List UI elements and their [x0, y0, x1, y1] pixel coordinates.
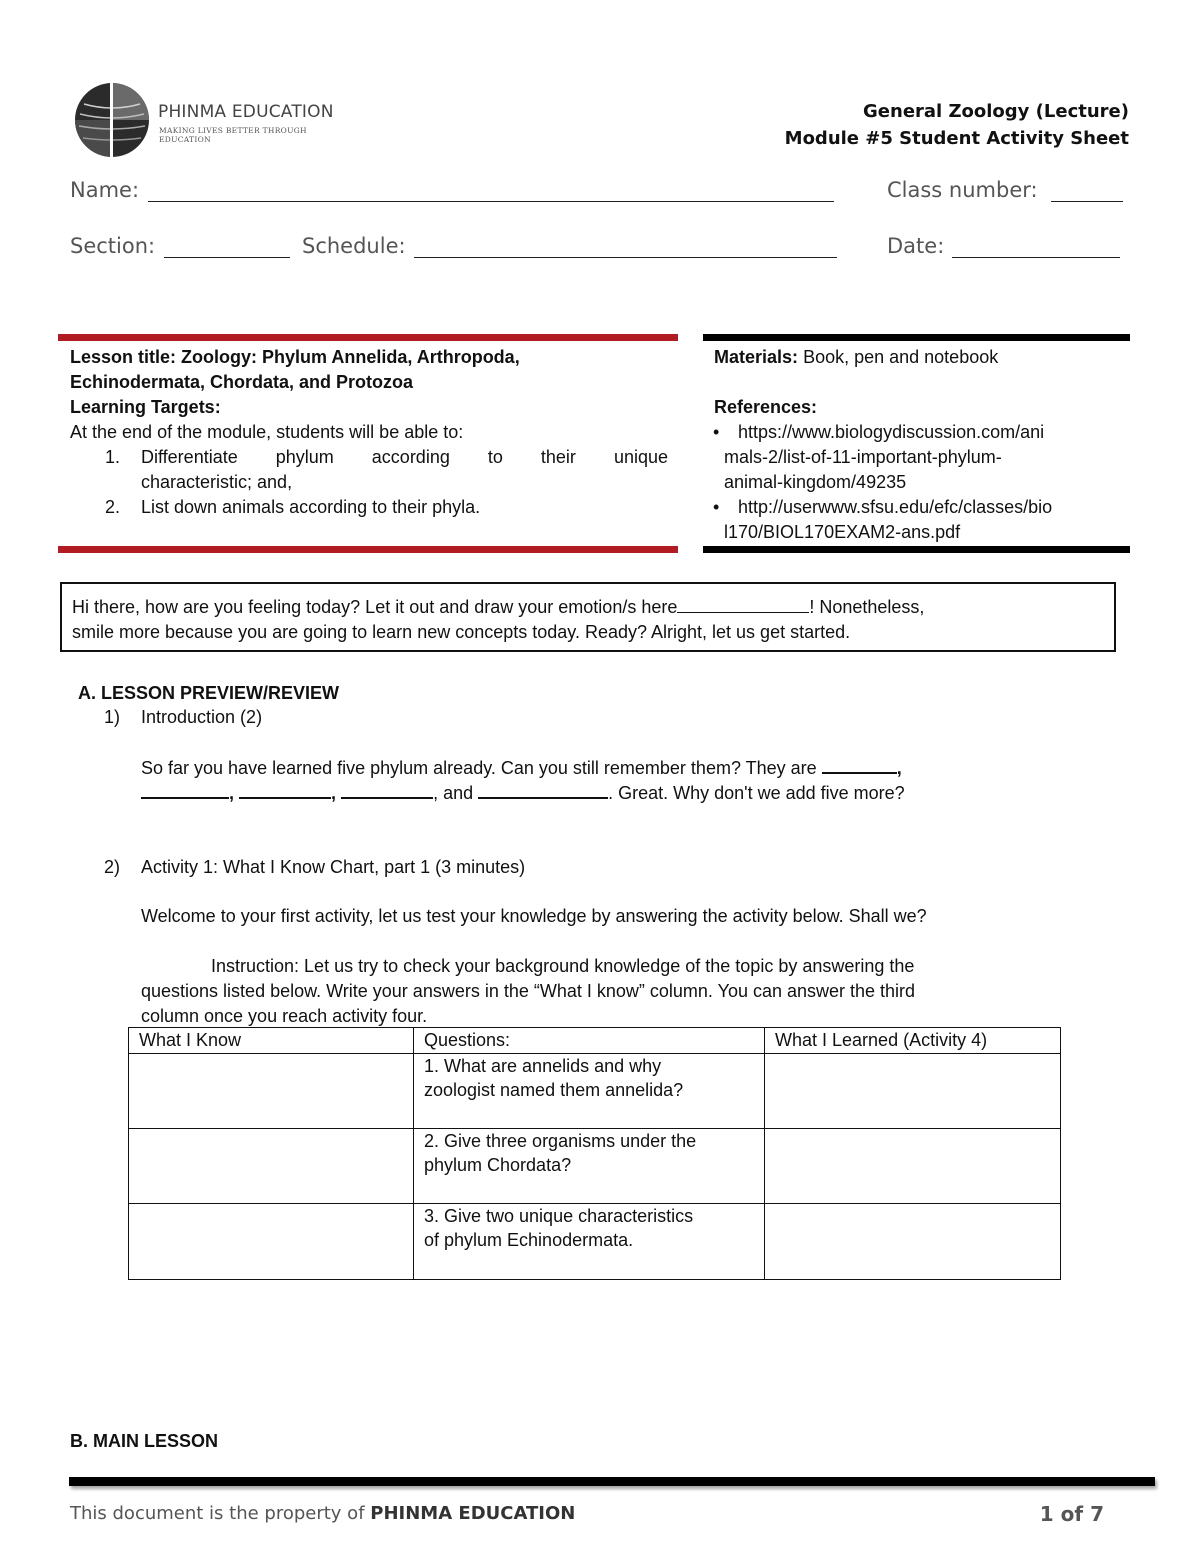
name-field[interactable]	[148, 201, 834, 202]
list-number: 1.	[105, 447, 121, 467]
list-item	[70, 495, 668, 520]
item1-title: Introduction (2)	[141, 707, 263, 727]
lesson-title-line2: Echinodermata, Chordata, and Protozoa	[70, 372, 414, 392]
lesson-bottom-rule	[58, 546, 678, 553]
reference-link[interactable]	[714, 420, 1124, 495]
table-row	[129, 1054, 1061, 1129]
name-label: Name:	[70, 178, 140, 202]
bullet-icon: •	[713, 422, 720, 442]
footer-rule	[69, 1477, 1155, 1486]
references-label: References:	[714, 397, 818, 417]
item2-title: Activity 1: What I Know Chart, part 1 (3 minutes)	[141, 857, 526, 877]
table-row	[129, 1204, 1061, 1280]
section-a-heading: A. LESSON PREVIEW/REVIEW	[78, 683, 340, 703]
greeting-text: Hi there, how are you feeling today? Let it out and draw your emotion/s here	[72, 597, 678, 617]
intro-text: So far you have learned five phylum already. Can you still remember them? They are	[141, 758, 817, 778]
materials-bottom-rule	[703, 546, 1130, 553]
column-header: What I Learned (Activity 4)	[765, 1028, 1061, 1054]
what-i-learned-cell[interactable]	[765, 1204, 1061, 1280]
question-cell	[414, 1054, 765, 1129]
footer-text	[70, 1503, 575, 1524]
learning-targets-label: Learning Targets:	[70, 397, 221, 417]
reference-line: l170/BIOL170EXAM2-ans.pdf	[724, 522, 961, 542]
reference-line: mals-2/list-of-11-important-phylum-	[724, 447, 1002, 467]
section-label: Section:	[70, 234, 156, 258]
section-b-heading: B. MAIN LESSON	[70, 1431, 219, 1451]
reference-line: http://userwww.sfsu.edu/efc/classes/bio	[738, 497, 1053, 517]
instruction-line: questions listed below. Write your answers in the “What I know” column. You can answer the third	[141, 981, 916, 1001]
question-line: zoologist named them annelida?	[424, 1080, 684, 1100]
phylum-blank[interactable]	[341, 781, 433, 799]
what-i-know-cell[interactable]	[129, 1204, 414, 1280]
question-line: 3. Give two unique characteristics	[424, 1206, 694, 1226]
class-number-field[interactable]	[1051, 201, 1123, 202]
greeting-text: smile more because you are going to learn new concepts today. Ready? Alright, let us get started.	[72, 622, 851, 642]
question-cell	[414, 1129, 765, 1204]
class-number-label: Class number:	[887, 178, 1038, 202]
item2-number: 2)	[104, 857, 121, 877]
materials-top-rule	[703, 334, 1130, 341]
lesson-panel	[70, 345, 668, 520]
target-text-line: Differentiate phylum according to their unique	[141, 447, 668, 467]
greeting-box	[60, 582, 1116, 652]
materials-value: Book, pen and notebook	[803, 347, 999, 367]
lesson-top-rule	[58, 334, 678, 341]
intro-text: . Great. Why don't we add five more?	[608, 783, 905, 803]
document-header	[785, 98, 1129, 152]
intro-paragraph: So far you have learned five phylum already. Can you still remember them? They are , , , , and . Great. Why don't we add five more?	[141, 758, 905, 803]
question-line: 1. What are annelids and why	[424, 1056, 662, 1076]
logo-name: PHINMA EDUCATION	[158, 102, 334, 122]
references-list	[714, 420, 1124, 545]
what-i-learned-cell[interactable]	[765, 1054, 1061, 1129]
footer-owner: PHINMA EDUCATION	[370, 1503, 576, 1524]
instruction-line: column once you reach activity four.	[141, 1006, 428, 1026]
question-line: phylum Chordata?	[424, 1155, 572, 1175]
question-line: of phylum Echinodermata.	[424, 1230, 634, 1250]
reference-line: animal-kingdom/49235	[724, 472, 907, 492]
materials-label: Materials:	[714, 347, 799, 367]
greeting-text: ! Nonetheless,	[809, 597, 925, 617]
phinma-logo-icon	[74, 82, 150, 158]
learning-targets-list	[70, 445, 668, 520]
phylum-blank[interactable]	[141, 781, 229, 799]
lesson-title-label: Lesson title:	[70, 347, 177, 367]
bullet-icon: •	[713, 497, 720, 517]
logo-tagline: MAKING LIVES BETTER THROUGH EDUCATION	[159, 126, 307, 144]
learning-targets-intro: At the end of the module, students will be able to:	[70, 422, 464, 442]
page-number: 1 of 7	[1039, 1502, 1104, 1526]
instruction-line: Instruction: Let us try to check your background knowledge of the topic by answering the	[211, 956, 915, 976]
phinma-logo	[74, 82, 344, 160]
what-i-know-cell[interactable]	[129, 1054, 414, 1129]
table-header-row	[129, 1028, 1061, 1054]
schedule-label: Schedule:	[302, 234, 406, 258]
lesson-title-line1: Zoology: Phylum Annelida, Arthropoda,	[181, 347, 520, 367]
welcome-text: Welcome to your first activity, let us test your knowledge by answering the activity below. Shall we?	[141, 906, 927, 926]
list-item	[70, 445, 668, 495]
list-number: 2.	[105, 497, 121, 517]
column-header: Questions:	[414, 1028, 765, 1054]
what-i-learned-cell[interactable]	[765, 1129, 1061, 1204]
phylum-blank[interactable]	[478, 781, 608, 799]
what-i-know-cell[interactable]	[129, 1129, 414, 1204]
section-field[interactable]	[164, 257, 290, 258]
target-text-line: List down animals according to their phyla.	[141, 497, 481, 517]
intro-text: , and	[433, 783, 474, 803]
date-label: Date:	[887, 234, 945, 258]
column-header: What I Know	[129, 1028, 414, 1054]
question-line: 2. Give three organisms under the	[424, 1131, 697, 1151]
footer-property-text: This document is the property of	[70, 1503, 365, 1524]
item1-number: 1)	[104, 707, 121, 727]
sheet-title: Module #5 Student Activity Sheet	[784, 128, 1129, 149]
instruction-paragraph	[141, 954, 1081, 1029]
date-field[interactable]	[952, 257, 1120, 258]
course-title: General Zoology (Lecture)	[863, 101, 1129, 122]
table-row	[129, 1129, 1061, 1204]
question-cell	[414, 1204, 765, 1280]
phylum-blank[interactable]	[822, 756, 897, 774]
target-text-line: characteristic; and,	[141, 472, 293, 492]
schedule-field[interactable]	[414, 257, 837, 258]
reference-line: https://www.biologydiscussion.com/ani	[738, 422, 1045, 442]
emotion-blank[interactable]	[677, 594, 809, 613]
reference-link[interactable]	[714, 495, 1124, 545]
what-i-know-chart	[128, 1027, 1061, 1280]
materials-panel	[714, 345, 1124, 545]
phylum-blank[interactable]	[239, 781, 331, 799]
